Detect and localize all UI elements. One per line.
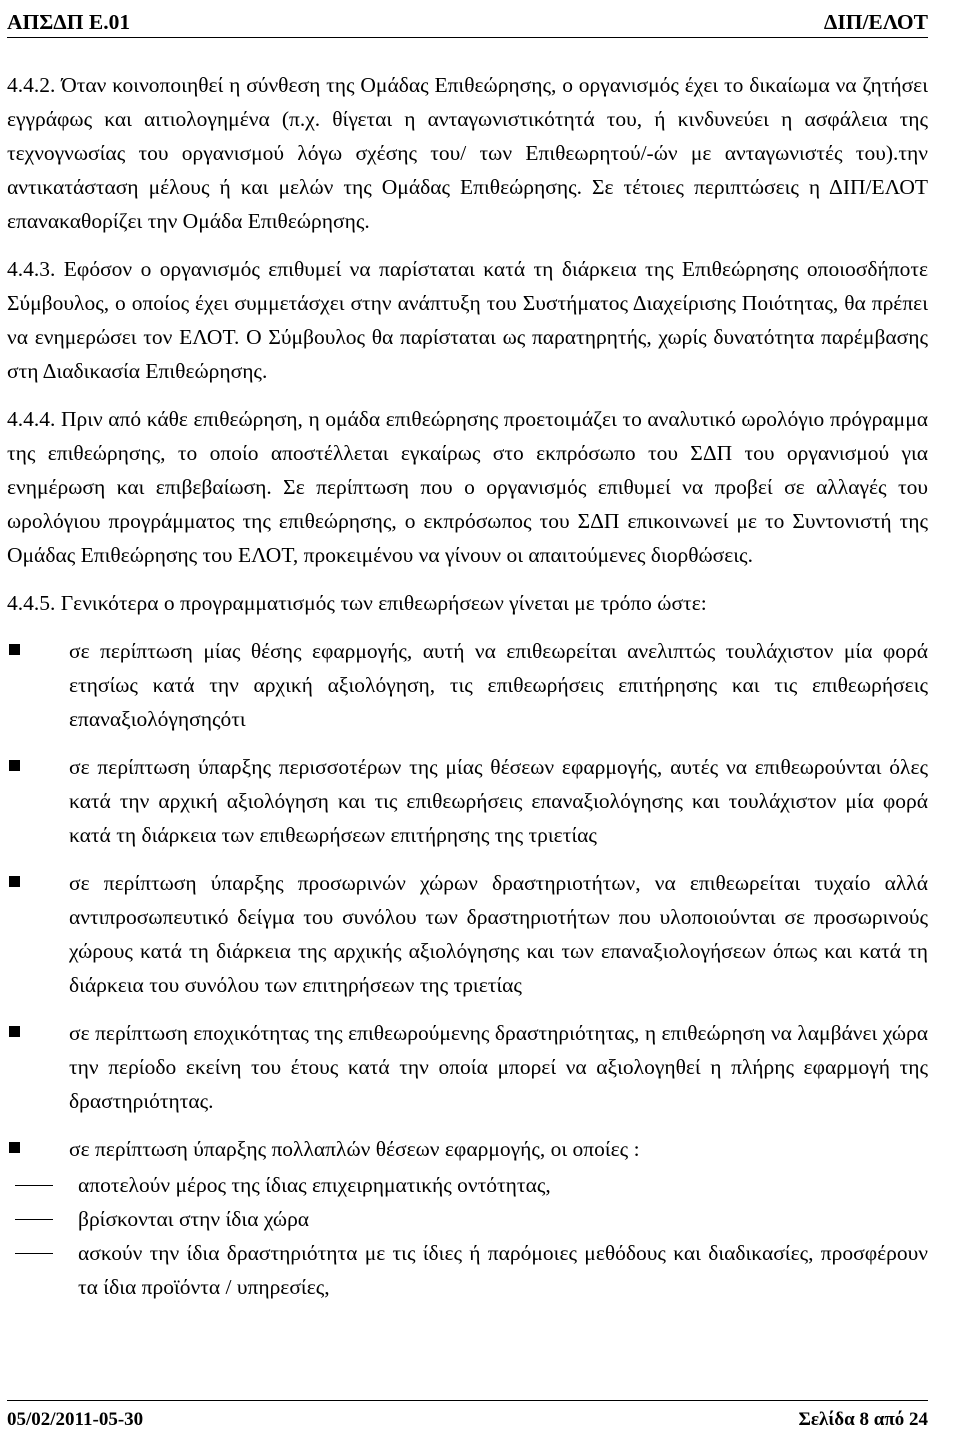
list-item bbox=[7, 1168, 928, 1202]
square-bullet-icon bbox=[9, 644, 20, 655]
paragraph-4-4-3 bbox=[7, 252, 928, 388]
paragraph-4-4-4 bbox=[7, 402, 928, 572]
bullet-text: σε περίπτωση ύπαρξης προσωρινών χώρων δραστηριοτήτων, να επιθεωρείται τυχαίο αλλά αντιπροσωπευτικό δείγμα του συνόλου των δραστηριοτήτων που υλοποιούνται σε προσωρινούς χώρους κατά τη διάρκεια της αρχικής αξιολόγησης και των επαναξιολογήσεων όπως και κατά τη διάρκεια του συνόλου των επιτηρήσεων της τριετίας bbox=[69, 871, 928, 997]
list-item bbox=[7, 1016, 928, 1118]
paragraph-4-4-5 bbox=[7, 586, 928, 620]
square-bullet-icon bbox=[9, 876, 20, 887]
dash-text: αποτελούν μέρος της ίδιας επιχειρηματικής οντότητας, bbox=[78, 1173, 551, 1197]
paragraph-number: 4.4.2. bbox=[7, 73, 56, 97]
page-header bbox=[7, 6, 928, 38]
paragraph-text: Εφόσον ο οργανισμός επιθυμεί να παρίσταται κατά τη διάρκεια της Επιθεώρησης οποιοσδήποτε Σύμβουλος, ο οποίος έχει συμμετάσχει στην ανάπτυξη του Συστήματος Διαχείρισης Ποιότητας, θα πρέπει να ενημερώσει τον ΕΛΟΤ. Ο Σύμβουλος θα παρίσταται ως παρατηρητής, χωρίς δυνατότητα παρέμβασης στη Διαδικασία Επιθεώρησης. bbox=[7, 257, 928, 383]
bullet-text: σε περίπτωση μίας θέσης εφαρμογής, αυτή να επιθεωρείται ανελιπτώς τουλάχιστον μία φορά ετησίως κατά την αρχική αξιολόγηση, τις επιθεωρήσεις επιτήρησης και τις επιθεωρήσεις επαναξιολόγησηςότι bbox=[69, 639, 928, 731]
dash-text: βρίσκονται στην ίδια χώρα bbox=[78, 1207, 310, 1231]
paragraph-text: Όταν κοινοποιηθεί η σύνθεση της Ομάδας Επιθεώρησης, ο οργανισμός έχει το δικαίωμα να ζητήσει εγγράφως και αιτιολογημένα (π.χ. θίγεται η ανταγωνιστικότητά του, ή κινδυνεύει η ασφάλεια της τεχνογνωσίας του οργανισμού λόγω σχέσης του/ των Επιθεωρητού/-ών με ανταγωνιστές του).την αντικατάσταση μέλους ή και μελών της Ομάδας Επιθεώρησης. Σε τέτοιες περιπτώσεις η ΔΙΠ/ΕΛΟΤ επανακαθορίζει την Ομάδα Επιθεώρησης. bbox=[7, 73, 928, 233]
square-bullet-icon bbox=[9, 760, 20, 771]
paragraph-4-4-2 bbox=[7, 68, 928, 238]
footer-date: 05/02/2011-05-30 bbox=[7, 1409, 144, 1430]
paragraph-number: 4.4.4. bbox=[7, 407, 56, 431]
header-rule bbox=[7, 37, 928, 38]
list-item bbox=[7, 634, 928, 736]
paragraph-number: 4.4.3. bbox=[7, 257, 56, 281]
dash-bullet-icon bbox=[15, 1253, 53, 1254]
footer-rule bbox=[7, 1400, 928, 1401]
bullet-text: σε περίπτωση ύπαρξης πολλαπλών θέσεων εφαρμογής, οι οποίες : bbox=[69, 1137, 640, 1161]
square-bullet-icon bbox=[9, 1026, 20, 1037]
header-doc-code: ΑΠΣΔΠ Ε.01 bbox=[7, 10, 131, 34]
square-bullet-icon bbox=[9, 1142, 20, 1153]
multi-site-dash-list bbox=[7, 1168, 928, 1304]
scheduling-bullet-list bbox=[7, 634, 928, 1166]
list-item bbox=[7, 750, 928, 852]
bullet-text: σε περίπτωση εποχικότητας της επιθεωρούμενης δραστηριότητας, η επιθεώρηση να λαμβάνει χώρα την περίοδο εκείνη του έτους κατά την οποία μπορεί να αξιολογηθεί η πλήρης εφαρμογή της δραστηριότητας. bbox=[69, 1021, 928, 1113]
page-footer bbox=[7, 1406, 928, 1434]
list-item bbox=[7, 1132, 928, 1166]
list-item bbox=[7, 866, 928, 1002]
bullet-text: σε περίπτωση ύπαρξης περισσοτέρων της μίας θέσεων εφαρμογής, αυτές να επιθεωρούνται όλες κατά την αρχική αξιολόγηση και τις επιθεωρήσεις επαναξιολόγησης και τουλάχιστον μία φορά κατά τη διάρκεια των επιθεωρήσεων επιτήρησης της τριετίας bbox=[69, 755, 928, 847]
document-body bbox=[7, 68, 928, 1304]
dash-text: ασκούν την ίδια δραστηριότητα με τις ίδιες ή παρόμοιες μεθόδους και διαδικασίες, προσφέρουν τα ίδια προϊόντα / υπηρεσίες, bbox=[78, 1241, 928, 1299]
paragraph-number: 4.4.5. bbox=[7, 591, 56, 615]
footer-page-number: Σελίδα 8 από 24 bbox=[798, 1409, 928, 1430]
dash-bullet-icon bbox=[15, 1185, 53, 1186]
list-item bbox=[7, 1236, 928, 1304]
paragraph-text: Γενικότερα ο προγραμματισμός των επιθεωρήσεων γίνεται με τρόπο ώστε: bbox=[55, 591, 707, 615]
paragraph-text: Πριν από κάθε επιθεώρηση, η ομάδα επιθεώρησης προετοιμάζει το αναλυτικό ωρολόγιο πρόγραμμα της επιθεώρησης, το οποίο αποστέλλεται εγκαίρως στο εκπρόσωπο του ΣΔΠ του οργανισμού για ενημέρωση και επιβεβαίωση. Σε περίπτωση που ο οργανισμός επιθυμεί να προβεί σε αλλαγές του ωρολόγιου προγράμματος της επιθεώρησης, ο εκπρόσωπος του ΣΔΠ επικοινωνεί με το Συντονιστή της Ομάδας Επιθεώρησης του ΕΛΟΤ, προκειμένου να γίνουν οι απαιτούμενες διορθώσεις. bbox=[7, 407, 928, 567]
list-item bbox=[7, 1202, 928, 1236]
header-department: ΔΙΠ/ΕΛΟΤ bbox=[823, 10, 928, 34]
dash-bullet-icon bbox=[15, 1219, 53, 1220]
